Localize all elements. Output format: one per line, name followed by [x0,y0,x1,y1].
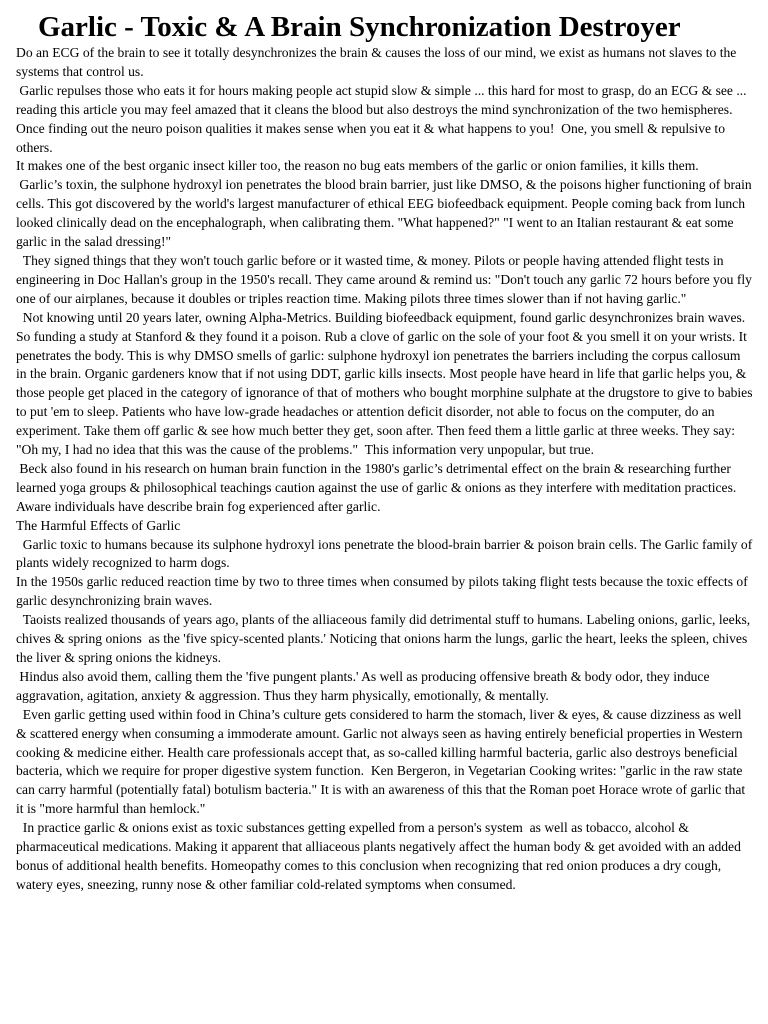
paragraph: It makes one of the best organic insect killer too, the reason no bug eats members of the garlic or onion families, it kills them. [16,158,699,174]
paragraph: Garlic toxic to humans because its sulphone hydroxyl ions penetrate the blood-brain barrier & poison brain cells. The Garlic family of plants widely recognized to harm dogs. [16,536,756,571]
paragraph: In the 1950s garlic reduced reaction time by two to three times when consumed by pilots taking flight tests because the toxic effects of garlic desynchronizing brain waves. [16,574,752,609]
paragraph: Do an ECG of the brain to see it totally desynchronizes the brain & causes the loss of our mind, we exist as humans not slaves to the systems that control us. [16,45,740,79]
article-body [16,44,754,895]
page-title: Garlic - Toxic & A Brain Synchronization Destroyer [38,11,681,43]
paragraph: In practice garlic & onions exist as toxic substances getting expelled from a person's system as well as tobacco, alcohol & pharmaceutical medications. Making it apparent that alliaceous plants negatively affect the human body & get avoided with an added bonus of additional health benefits. Homeopathy comes to this conclusion when recognizing that red onion produces a dry cough, watery eyes, sneezing, runny nose & other familiar cold-related symptoms when consumed. [16,820,745,892]
paragraph: Beck also found in his research on human brain function in the 1980's garlic’s detrimental effect on the brain & researching further learned yoga groups & philosophical teachings caution against the use of garlic & onions as they interfere with meditation practices. Aware individuals have describe brain fog experienced after garlic. [16,460,739,514]
paragraph: Garlic’s toxin, the sulphone hydroxyl ion penetrates the blood brain barrier, just like DMSO, & the poisons higher functioning of brain cells. This got discovered by the world's largest manufacturer of ethical EEG biofeedback equipment. People coming back from lunch looked clinically dead on the encephalograph, when calibrating them. "What happened?" "I went to an Italian restaurant & eat some garlic in the salad dressing!" [16,177,756,250]
section-heading: The Harmful Effects of Garlic [16,517,181,533]
paragraph: Garlic repulses those who eats it for hours making people act stupid slow & simple ... this hard for most to grasp, do an ECG & see ... reading this article you may feel amazed that it cleans the blood but also destroys the mind synchronization of the two hemispheres. Once finding out the neuro poison qualities it makes sense when you eat it & what happens to you! One, you smell & repulsive to others. [16,82,754,155]
paragraph: Taoists realized thousands of years ago, plants of the alliaceous family did detrimental stuff to humans. Labeling onions, garlic, leeks, chives & spring onions as the 'five spicy-scented plants.' Noticing that onions harm the lungs, garlic the heart, leeks the spleen, chives the liver & spring onions the kidneys. [16,612,754,665]
paragraph: Hindus also avoid them, calling them the 'five pungent plants.' As well as producing offensive breath & body odor, they induce aggravation, agitation, anxiety & aggression. Thus they harm physically, emotionally, & mentally. [16,668,713,703]
paragraph: Not knowing until 20 years later, owning Alpha-Metrics. Building biofeedback equipment, found garlic desynchronizes brain waves. So funding a study at Stanford & they found it a poison. Rub a clove of garlic on the sole of your foot & you smell it on your wrists. It penetrates the body. This is why DMSO smells of garlic: sulphone hydroxyl ion penetrates the barriers including the corpus callosum in the brain. Organic gardeners know that if not using DDT, garlic kills insects. Most people have heard in life that garlic helps you, & those people get placed in the category of ignorance of that of mothers who bought morphine sulphate at the drugstore to give to babies to put 'em to sleep. Patients who have low-grade headaches or attention deficit disorder, not able to focus on the computer, do an experiment. Take them off garlic & see how much better they get, soon after. Then feed them a little garlic at three weeks. They say: "Oh my, I had no idea that this was the cause of the problems." This information very unpopular, but true. [16,309,756,458]
paragraph: They signed things that they won't touch garlic before or it wasted time, & money. Pilots or people having attended flight tests in engineering in Doc Hallan's group in the 1950's recall. They came around & remind us: "Don't touch any garlic 72 hours before you fly one of our airplanes, because it doubles or triples reaction time. Making pilots three times slower than if not having garlic." [16,252,756,306]
paragraph: Even garlic getting used within food in China’s culture gets considered to harm the stomach, liver & eyes, & cause dizziness as well & scattered energy when consuming a immoderate amount. Garlic not always seen as having entirely beneficial properties in Western cooking & medicine either. Health care professionals accept that, as so-called killing harmful bacteria, garlic also destroys beneficial bacteria, which we require for proper digestive system function. Ken Bergeron, in Vegetarian Cooking writes: "garlic in the raw state can carry harmful (potentially fatal) botulism bacteria." It is with an awareness of this that the Roman poet Horace wrote of garlic that it is "more harmful than hemlock." [16,706,749,817]
